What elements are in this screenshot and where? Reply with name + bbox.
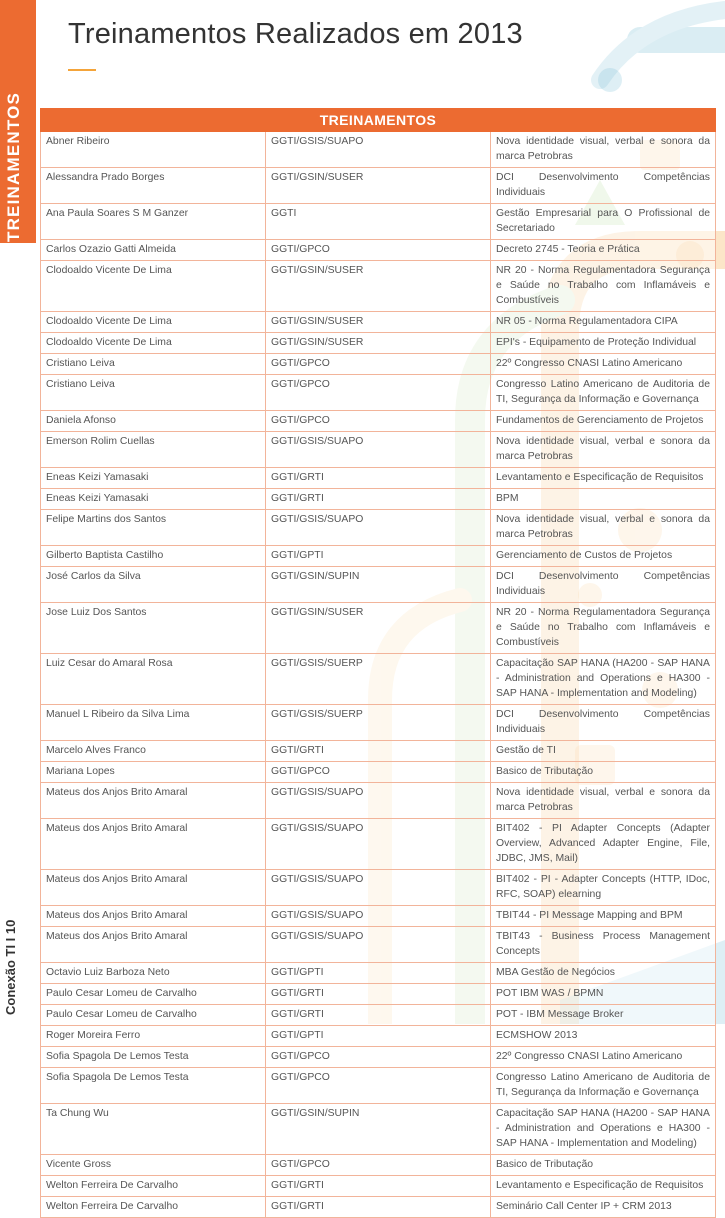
training-cell: Fundamentos de Gerenciamento de Projetos	[491, 411, 716, 432]
participant-name-cell: Manuel L Ribeiro da Silva Lima	[41, 705, 266, 741]
participant-name-cell: Mateus dos Anjos Brito Amaral	[41, 783, 266, 819]
training-cell: MBA Gestão de Negócios	[491, 963, 716, 984]
participant-name-cell: Abner Ribeiro	[41, 132, 266, 168]
department-cell: GGTI/GRTI	[266, 1005, 491, 1026]
training-cell: TBIT44 - PI Message Mapping and BPM	[491, 906, 716, 927]
department-cell: GGTI/GSIS/SUAPO	[266, 819, 491, 870]
table-row	[41, 984, 716, 1005]
department-cell: GGTI/GSIN/SUSER	[266, 603, 491, 654]
table-row	[41, 1176, 716, 1197]
department-cell: GGTI/GSIS/SUERP	[266, 705, 491, 741]
table-row	[41, 168, 716, 204]
participant-name-cell: Sofia Spagola De Lemos Testa	[41, 1068, 266, 1104]
department-cell: GGTI/GSIS/SUAPO	[266, 870, 491, 906]
table-row	[41, 819, 716, 870]
training-cell: Decreto 2745 - Teoria e Prática	[491, 240, 716, 261]
training-cell: Gerenciamento de Custos de Projetos	[491, 546, 716, 567]
table-body	[41, 132, 716, 1218]
table-row	[41, 1104, 716, 1155]
department-cell: GGTI/GPCO	[266, 1068, 491, 1104]
department-cell: GGTI/GSIS/SUAPO	[266, 132, 491, 168]
training-cell: ECMSHOW 2013	[491, 1026, 716, 1047]
table-row	[41, 1026, 716, 1047]
table-row	[41, 567, 716, 603]
participant-name-cell: Clodoaldo Vicente De Lima	[41, 312, 266, 333]
participant-name-cell: Clodoaldo Vicente De Lima	[41, 333, 266, 354]
training-cell: NR 20 - Norma Regulamentadora Segurança e Saúde no Trabalho com Inflamáveis e Combustíveis	[491, 261, 716, 312]
training-cell: DCI Desenvolvimento Competências Individuais	[491, 705, 716, 741]
table-row	[41, 333, 716, 354]
department-cell: GGTI/GSIN/SUSER	[266, 312, 491, 333]
training-cell: DCI Desenvolvimento Competências Individuais	[491, 168, 716, 204]
participant-name-cell: Cristiano Leiva	[41, 375, 266, 411]
table-row	[41, 870, 716, 906]
department-cell: GGTI/GPTI	[266, 1026, 491, 1047]
section-side-label: TREINAMENTOS	[4, 91, 23, 242]
page-footer-label: Conexão TI I 10	[3, 919, 18, 1015]
table-row	[41, 1068, 716, 1104]
participant-name-cell: Octavio Luiz Barboza Neto	[41, 963, 266, 984]
training-cell: TBIT43 - Business Process Management Concepts	[491, 927, 716, 963]
participant-name-cell: Eneas Keizi Yamasaki	[41, 468, 266, 489]
department-cell: GGTI/GPCO	[266, 354, 491, 375]
trainings-table-container	[40, 108, 716, 1218]
table-row	[41, 927, 716, 963]
department-cell: GGTI	[266, 204, 491, 240]
training-cell: BIT402 - PI - Adapter Concepts (HTTP, IDoc, RFC, SOAP) elearning	[491, 870, 716, 906]
department-cell: GGTI/GPCO	[266, 375, 491, 411]
department-cell: GGTI/GPCO	[266, 240, 491, 261]
department-cell: GGTI/GPCO	[266, 1047, 491, 1068]
training-cell: 22º Congresso CNASI Latino Americano	[491, 354, 716, 375]
training-cell: Nova identidade visual, verbal e sonora da marca Petrobras	[491, 510, 716, 546]
table-row	[41, 1197, 716, 1218]
department-cell: GGTI/GSIS/SUERP	[266, 654, 491, 705]
training-cell: Gestão Empresarial para O Profissional de Secretariado	[491, 204, 716, 240]
training-cell: Capacitação SAP HANA (HA200 - SAP HANA - Administration and Operations e HA300 - SAP HANA - Implementation and Modeling)	[491, 1104, 716, 1155]
table-row	[41, 375, 716, 411]
participant-name-cell: Mateus dos Anjos Brito Amaral	[41, 906, 266, 927]
table-header-row	[41, 109, 716, 132]
department-cell: GGTI/GSIS/SUAPO	[266, 783, 491, 819]
participant-name-cell: Felipe Martins dos Santos	[41, 510, 266, 546]
training-cell: Seminário Call Center IP + CRM 2013	[491, 1197, 716, 1218]
page-title: Treinamentos Realizados em 2013	[68, 18, 523, 50]
table-row	[41, 489, 716, 510]
table-row	[41, 240, 716, 261]
participant-name-cell: Welton Ferreira De Carvalho	[41, 1197, 266, 1218]
department-cell: GGTI/GSIN/SUSER	[266, 333, 491, 354]
department-cell: GGTI/GPCO	[266, 411, 491, 432]
table-row	[41, 411, 716, 432]
department-cell: GGTI/GSIN/SUPIN	[266, 567, 491, 603]
participant-name-cell: Mateus dos Anjos Brito Amaral	[41, 927, 266, 963]
participant-name-cell: Daniela Afonso	[41, 411, 266, 432]
department-cell: GGTI/GPCO	[266, 1155, 491, 1176]
training-cell: Nova identidade visual, verbal e sonora da marca Petrobras	[491, 783, 716, 819]
table-row	[41, 705, 716, 741]
participant-name-cell: Cristiano Leiva	[41, 354, 266, 375]
participant-name-cell: Jose Luiz Dos Santos	[41, 603, 266, 654]
table-row	[41, 432, 716, 468]
training-cell: BIT402 - PI Adapter Concepts (Adapter Overview, Advanced Adapter Engine, File, JDBC, JMS, Mail)	[491, 819, 716, 870]
participant-name-cell: Paulo Cesar Lomeu de Carvalho	[41, 984, 266, 1005]
training-cell: NR 05 - Norma Regulamentadora CIPA	[491, 312, 716, 333]
training-cell: NR 20 - Norma Regulamentadora Segurança e Saúde no Trabalho com Inflamáveis e Combustíveis	[491, 603, 716, 654]
table-row	[41, 783, 716, 819]
table-row	[41, 906, 716, 927]
participant-name-cell: Alessandra Prado Borges	[41, 168, 266, 204]
training-cell: 22º Congresso CNASI Latino Americano	[491, 1047, 716, 1068]
table-row	[41, 261, 716, 312]
training-cell: Nova identidade visual, verbal e sonora da marca Petrobras	[491, 432, 716, 468]
table-row	[41, 654, 716, 705]
participant-name-cell: Mateus dos Anjos Brito Amaral	[41, 819, 266, 870]
table-row	[41, 1155, 716, 1176]
participant-name-cell: Eneas Keizi Yamasaki	[41, 489, 266, 510]
participant-name-cell: Luiz Cesar do Amaral Rosa	[41, 654, 266, 705]
table-row	[41, 132, 716, 168]
participant-name-cell: Gilberto Baptista Castilho	[41, 546, 266, 567]
department-cell: GGTI/GSIN/SUSER	[266, 168, 491, 204]
department-cell: GGTI/GSIS/SUAPO	[266, 927, 491, 963]
training-cell: BPM	[491, 489, 716, 510]
participant-name-cell: Sofia Spagola De Lemos Testa	[41, 1047, 266, 1068]
department-cell: GGTI/GSIS/SUAPO	[266, 510, 491, 546]
training-cell: POT - IBM Message Broker	[491, 1005, 716, 1026]
table-row	[41, 468, 716, 489]
table-row	[41, 1005, 716, 1026]
training-cell: Congresso Latino Americano de Auditoria de TI, Segurança da Informação e Governança	[491, 1068, 716, 1104]
training-cell: Levantamento e Especificação de Requisitos	[491, 1176, 716, 1197]
table-row	[41, 1047, 716, 1068]
table-row	[41, 312, 716, 333]
table-row	[41, 354, 716, 375]
training-cell: Gestão de TI	[491, 741, 716, 762]
table-row	[41, 510, 716, 546]
table-header: TREINAMENTOS	[41, 109, 716, 132]
training-cell: DCI Desenvolvimento Competências Individuais	[491, 567, 716, 603]
training-cell: Congresso Latino Americano de Auditoria de TI, Segurança da Informação e Governança	[491, 375, 716, 411]
participant-name-cell: Paulo Cesar Lomeu de Carvalho	[41, 1005, 266, 1026]
table-row	[41, 741, 716, 762]
title-underline	[68, 69, 96, 71]
training-cell: Nova identidade visual, verbal e sonora da marca Petrobras	[491, 132, 716, 168]
trainings-table	[40, 108, 716, 1218]
table-row	[41, 963, 716, 984]
department-cell: GGTI/GPTI	[266, 963, 491, 984]
participant-name-cell: Carlos Ozazio Gatti Almeida	[41, 240, 266, 261]
department-cell: GGTI/GSIS/SUAPO	[266, 906, 491, 927]
department-cell: GGTI/GPTI	[266, 546, 491, 567]
participant-name-cell: Marcelo Alves Franco	[41, 741, 266, 762]
department-cell: GGTI/GRTI	[266, 1197, 491, 1218]
training-cell: POT IBM WAS / BPMN	[491, 984, 716, 1005]
training-cell: Levantamento e Especificação de Requisitos	[491, 468, 716, 489]
table-row	[41, 546, 716, 567]
department-cell: GGTI/GSIS/SUAPO	[266, 432, 491, 468]
table-row	[41, 603, 716, 654]
training-cell: Basico de Tributação	[491, 1155, 716, 1176]
participant-name-cell: Emerson Rolim Cuellas	[41, 432, 266, 468]
training-cell: EPI's - Equipamento de Proteção Individual	[491, 333, 716, 354]
training-cell: Basico de Tributação	[491, 762, 716, 783]
department-cell: GGTI/GSIN/SUPIN	[266, 1104, 491, 1155]
participant-name-cell: Ta Chung Wu	[41, 1104, 266, 1155]
participant-name-cell: Mariana Lopes	[41, 762, 266, 783]
department-cell: GGTI/GPCO	[266, 762, 491, 783]
participant-name-cell: José Carlos da Silva	[41, 567, 266, 603]
department-cell: GGTI/GSIN/SUSER	[266, 261, 491, 312]
training-cell: Capacitação SAP HANA (HA200 - SAP HANA - Administration and Operations e HA300 - SAP HANA - Implementation and Modeling)	[491, 654, 716, 705]
department-cell: GGTI/GRTI	[266, 741, 491, 762]
participant-name-cell: Vicente Gross	[41, 1155, 266, 1176]
department-cell: GGTI/GRTI	[266, 489, 491, 510]
participant-name-cell: Welton Ferreira De Carvalho	[41, 1176, 266, 1197]
department-cell: GGTI/GRTI	[266, 984, 491, 1005]
department-cell: GGTI/GRTI	[266, 468, 491, 489]
department-cell: GGTI/GRTI	[266, 1176, 491, 1197]
participant-name-cell: Ana Paula Soares S M Ganzer	[41, 204, 266, 240]
participant-name-cell: Roger Moreira Ferro	[41, 1026, 266, 1047]
table-row	[41, 204, 716, 240]
participant-name-cell: Mateus dos Anjos Brito Amaral	[41, 870, 266, 906]
participant-name-cell: Clodoaldo Vicente De Lima	[41, 261, 266, 312]
table-row	[41, 762, 716, 783]
